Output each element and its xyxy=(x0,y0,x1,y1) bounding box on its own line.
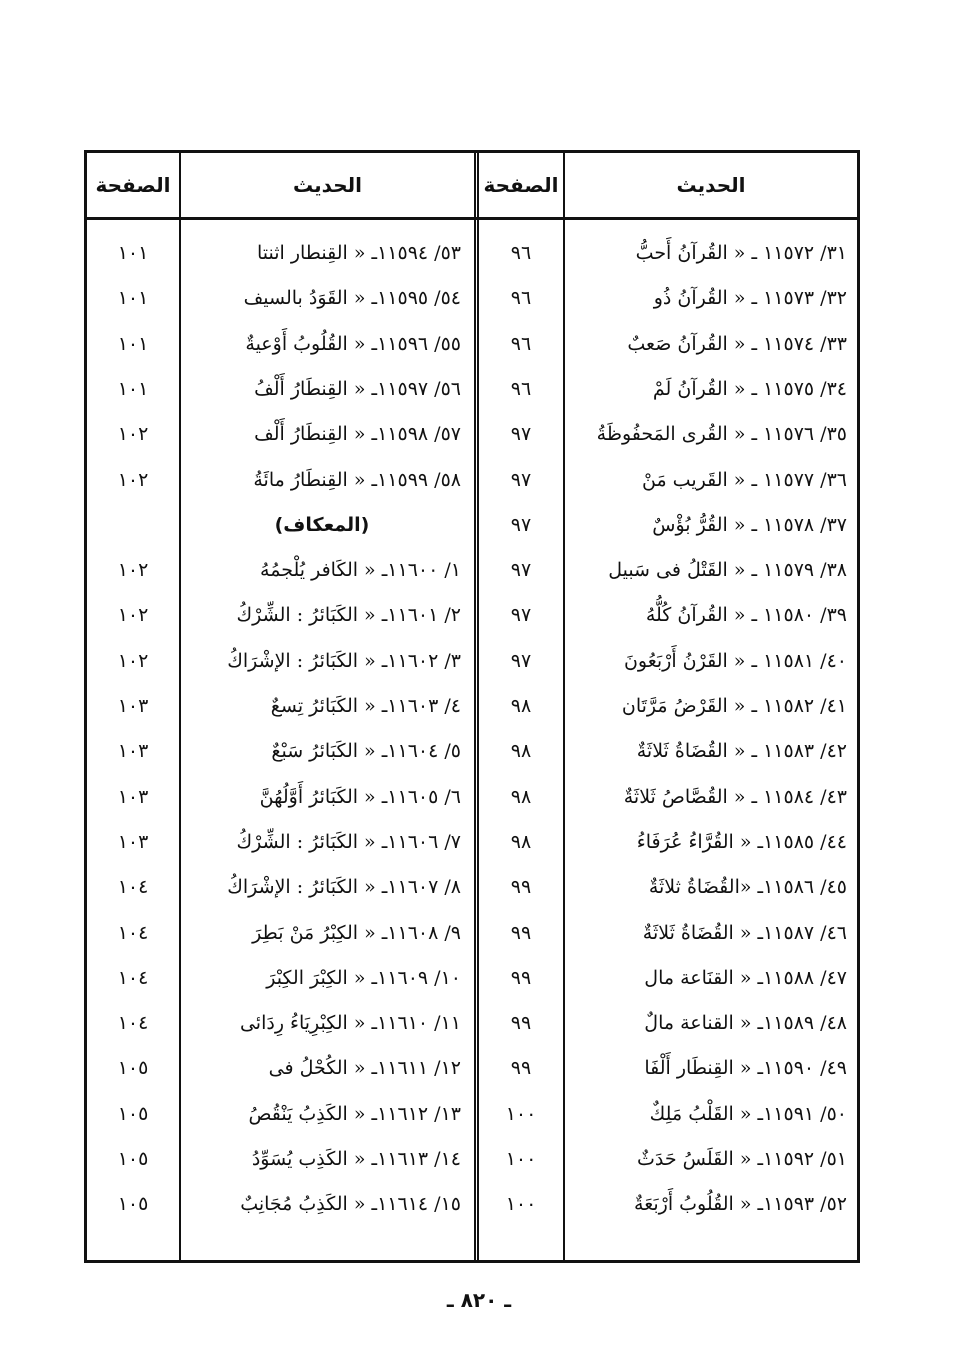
left-page-number: ١٠٥ xyxy=(117,1193,149,1216)
left-hadith-entry: ٥٤/ ١١٥٩٥ـ « القَوَدُ بالسيف xyxy=(243,287,461,310)
right-hadith-entry: ٣٣/ ١١٥٧٤ ـ « القُرآنُ صَعبٌ xyxy=(627,332,847,355)
left-page-number: ١٠٢ xyxy=(117,604,149,627)
left-page-number: ١٠٢ xyxy=(117,468,149,491)
table-row xyxy=(87,1001,857,1046)
right-hadith-entry: ٤١/ ١١٥٨٢ ـ « القَرْضُ مَرَّتَان xyxy=(621,695,847,717)
table-row xyxy=(87,458,857,503)
right-hadith-entry: ٣٨/ ١١٥٧٩ ـ « القَتْلُ فى سَبيل xyxy=(608,559,847,582)
table-row xyxy=(87,322,857,367)
right-page-number: ١٠٠ xyxy=(505,1148,537,1170)
right-hadith-entry: ٤٥/ ١١٥٨٦ـ «القُضَاةُ ثلاثَةٌ xyxy=(648,876,847,899)
right-page-number: ٩٨ xyxy=(510,740,532,763)
left-hadith-entry: ١٢/ ١١٦١١ـ « الكُحْلُ فى xyxy=(268,1057,461,1080)
right-hadith-entry: ٤٧/ ١١٥٨٨ـ « القنَاعة مال xyxy=(644,966,847,989)
right-page-number: ٩٧ xyxy=(510,423,532,446)
right-hadith-entry: ٣٩/ ١١٥٨٠ ـ « القُرآنُ كُلُّهُ xyxy=(645,604,847,627)
left-hadith-entry: ١٠/ ١١٦٠٩ـ « الكِبْرَ الكِبْرَ xyxy=(266,966,461,989)
left-page-number: ١٠٥ xyxy=(117,1102,149,1125)
left-hadith-entry: ١/ ١١٦٠٠ـ « الكَافر يُلْجمُهُ xyxy=(260,559,461,582)
left-hadith-entry: ٢/ ١١٦٠١ـ « الكَبَائرُ : الشِّرْكُ xyxy=(236,604,461,627)
left-page-number: ١٠٣ xyxy=(117,785,149,808)
left-page-number: ١٠٣ xyxy=(117,695,149,717)
section-heading: (المعكاف) xyxy=(274,513,370,536)
table-row xyxy=(87,548,857,593)
right-page-number: ٩٧ xyxy=(510,468,532,491)
table-row xyxy=(87,593,857,638)
right-hadith-entry: ٣٦/ ١١٥٧٧ ـ « القَريب مَنْ xyxy=(641,468,847,491)
right-page-number: ٩٩ xyxy=(510,1012,532,1035)
right-hadith-entry: ٥٢/ ١١٥٩٣ـ « القُلُوبُ أَرْبَعَةٌ xyxy=(634,1193,847,1216)
right-page-number: ٩٦ xyxy=(510,287,532,310)
left-page-number: ١٠٤ xyxy=(117,966,149,989)
right-page-number: ٩٧ xyxy=(510,513,532,536)
left-page-number: ١٠٢ xyxy=(117,559,149,582)
right-hadith-entry: ٤٣/ ١١٥٨٤ ـ « القُصَّاصُ ثَلاثَةٌ xyxy=(623,785,847,808)
right-hadith-entry: ٤٨/ ١١٥٨٩ـ « القناعة مالٌ xyxy=(644,1012,847,1035)
table-row xyxy=(87,956,857,1001)
table-row xyxy=(87,1046,857,1091)
left-hadith-entry: ٥٣/ ١١٥٩٤ـ « القِنطار اثنتا xyxy=(256,242,461,264)
left-hadith-entry: ٦/ ١١٦٠٥ـ « الكَبَائرُ أَوَّلُهُنَّ xyxy=(259,785,461,808)
left-hadith-entry: ١١/ ١١٦١٠ـ « الكِبْرِيَاءُ رِدَائى xyxy=(239,1012,461,1035)
left-page-number: ١٠٤ xyxy=(117,876,149,899)
right-page-number: ٩٧ xyxy=(510,604,532,627)
left-page-header: الصفحة xyxy=(95,173,171,197)
right-page-number: ٩٧ xyxy=(510,559,532,582)
left-page-number: ١٠٥ xyxy=(117,1148,149,1170)
left-page-number xyxy=(87,503,179,548)
left-page-number: ١٠٣ xyxy=(117,830,149,853)
left-hadith-entry: ٩/ ١١٦٠٨ـ « الكِبْرُ مَنْ بَطِرَ xyxy=(252,921,461,944)
right-page-number: ٩٦ xyxy=(510,242,532,264)
left-hadith-entry: ١٣/ ١١٦١٢ـ « الكَذِبُ يَنْقُصُ xyxy=(248,1102,461,1125)
right-hadith-entry: ٣٤/ ١١٥٧٥ ـ « القُرآنُ لَمْ xyxy=(652,377,847,400)
table-row xyxy=(87,911,857,956)
left-hadith-entry: ٥٧/ ١١٥٩٨ـ « القِنطَارُ أَلْف xyxy=(254,423,461,446)
table-row xyxy=(87,231,857,276)
left-page-number: ١٠٢ xyxy=(117,423,149,446)
header-rule xyxy=(87,217,857,220)
left-hadith-entry: ٥٦/ ١١٥٩٧ـ « القِنطَارُ أَلْفُ xyxy=(254,377,461,400)
right-hadith-entry: ٥٠/ ١١٥٩١ـ « القَلْبُ مَلِكٌ xyxy=(649,1102,847,1125)
table-row xyxy=(87,820,857,865)
left-hadith-entry: ٧/ ١١٦٠٦ـ « الكَبَائرُ : الشِّرْكُ xyxy=(236,830,461,853)
right-page-number: ٩٨ xyxy=(510,785,532,808)
left-hadith-entry: ٤/ ١١٦٠٣ـ « الكَبَائرُ تِسعٌ xyxy=(270,695,461,717)
right-page-number: ٩٦ xyxy=(510,332,532,355)
left-page-number: ١٠٢ xyxy=(117,649,149,672)
table-row xyxy=(87,775,857,820)
right-page-number: ٩٩ xyxy=(510,966,532,989)
table-row xyxy=(87,639,857,684)
right-hadith-entry: ٥١/ ١١٥٩٢ـ « القَلَسُ حَدَثٌ xyxy=(636,1148,847,1170)
right-page-number: ٩٨ xyxy=(510,695,532,717)
left-page-number: ١٠١ xyxy=(117,242,149,264)
right-page-number: ٩٩ xyxy=(510,1057,532,1080)
table-row xyxy=(87,1092,857,1137)
right-hadith-entry: ٤٦/ ١١٥٨٧ـ « القُضَاةُ ثَلاثَةٌ xyxy=(642,921,847,944)
right-page-number: ٩٨ xyxy=(510,830,532,853)
right-page-number: ١٠٠ xyxy=(505,1102,537,1125)
left-hadith-entry: ٥٥/ ١١٥٩٦ـ « القُلُوبُ أَوْعيةٌ xyxy=(245,332,461,355)
table-row xyxy=(87,367,857,412)
table-row xyxy=(87,729,857,774)
right-hadith-entry: ٤٠/ ١١٥٨١ ـ « القَرْنُ أَرْبَعُونَ xyxy=(623,649,847,672)
right-hadith-entry: ٤٩/ ١١٥٩٠ـ « القِنطَار أَلْفَا xyxy=(644,1057,847,1080)
right-page-number: ١٠٠ xyxy=(505,1193,537,1216)
table-row xyxy=(87,276,857,321)
right-page-number: ٩٩ xyxy=(510,921,532,944)
right-page-number: ٩٩ xyxy=(510,876,532,899)
right-hadith-entry: ٣٢/ ١١٥٧٣ ـ « القُرآنُ ذُو xyxy=(653,287,847,310)
right-hadith-entry: ٤٢/ ١١٥٨٣ ـ « القُضَاةُ ثَلاثَةٌ xyxy=(636,740,847,763)
table-row xyxy=(87,412,857,457)
left-page-number: ١٠٤ xyxy=(117,1012,149,1035)
right-hadith-header: الحديث xyxy=(676,173,746,197)
left-hadith-entry: ٥/ ١١٦٠٤ـ « الكَبَائرُ سَبْعٌ xyxy=(271,740,461,763)
right-hadith-entry: ٣١/ ١١٥٧٢ ـ « القُرآنُ أَحبُّ xyxy=(635,242,847,264)
hadith-index-table xyxy=(84,150,860,1263)
left-page-number: ١٠١ xyxy=(117,287,149,310)
table-row xyxy=(87,865,857,910)
page-number: ـ ٨٢٠ ـ xyxy=(446,1288,512,1312)
right-hadith-entry: ٣٥/ ١١٥٧٦ ـ « القُرى المَحفُوظَةُ xyxy=(596,423,847,446)
left-hadith-entry: ١٥/ ١١٦١٤ـ « الكَذِبُ مُجَانِبٌ xyxy=(240,1193,461,1216)
right-hadith-entry: ٤٤/ ١١٥٨٥ـ « القُرَّاءُ عُرَفَاءُ xyxy=(636,830,847,853)
right-page-number: ٩٦ xyxy=(510,377,532,400)
right-page-number: ٩٧ xyxy=(510,649,532,672)
table-row xyxy=(87,684,857,729)
table-row xyxy=(87,1137,857,1182)
left-page-number: ١٠٤ xyxy=(117,921,149,944)
table-row xyxy=(87,503,857,548)
left-page-number: ١٠١ xyxy=(117,377,149,400)
right-hadith-entry: ٣٧/ ١١٥٧٨ ـ « القُرُّ بُؤْسٌ xyxy=(652,513,847,536)
left-hadith-entry: ٥٨/ ١١٥٩٩ـ « القِنطَارُ مائَةُ xyxy=(253,468,461,491)
table-row xyxy=(87,1182,857,1227)
left-page-number: ١٠١ xyxy=(117,332,149,355)
left-page-number: ١٠٣ xyxy=(117,740,149,763)
left-hadith-entry: ٨/ ١١٦٠٧ـ « الكَبَائرُ : الإشْرَاكُ xyxy=(227,876,461,899)
left-page-number: ١٠٥ xyxy=(117,1057,149,1080)
right-page-header: الصفحة xyxy=(483,173,559,197)
left-hadith-entry: ١٤/ ١١٦١٣ـ « الكَذِب يُسَوِّدُ xyxy=(251,1148,461,1170)
left-hadith-entry: ٣/ ١١٦٠٢ـ « الكَبَائرُ : الإشْرَاكُ xyxy=(227,649,461,672)
left-hadith-header: الحديث xyxy=(292,173,362,197)
